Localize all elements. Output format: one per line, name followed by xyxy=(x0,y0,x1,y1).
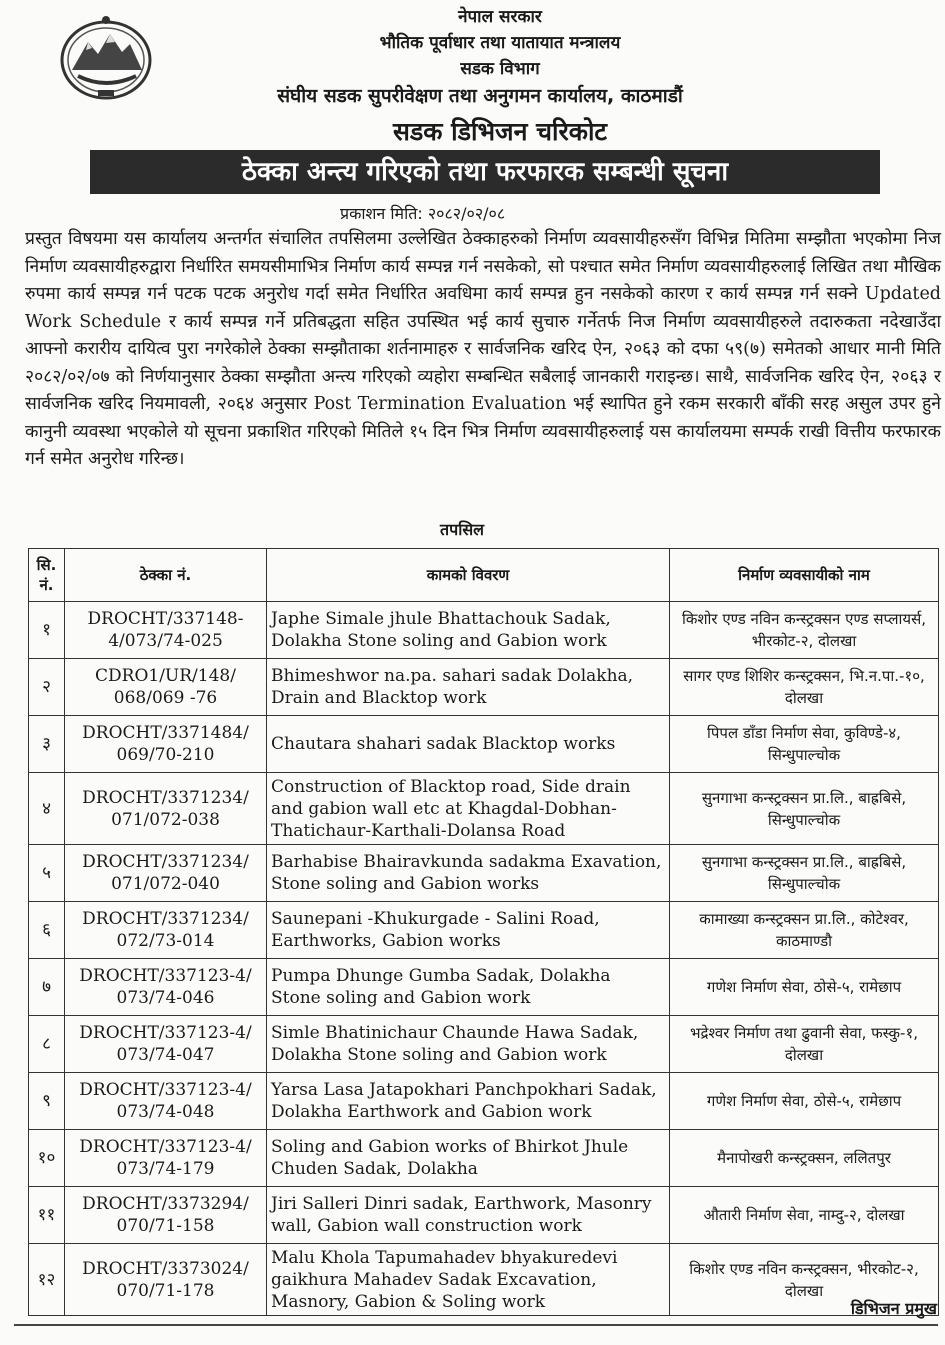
work-description: Yarsa Lasa Jatapokhari Panchpokhari Sadak, Dolakha Earthwork and Gabion work xyxy=(267,1073,670,1130)
serial-number: २ xyxy=(29,659,65,716)
header-government: नेपाल सरकार xyxy=(458,7,542,27)
contract-number: CDRO1/UR/148/ 068/069 -76 xyxy=(65,659,267,716)
serial-number: १० xyxy=(29,1130,65,1187)
contractor-name: गणेश निर्माण सेवा, ठोसे-५, रामेछाप xyxy=(670,1073,939,1130)
contract-number: DROCHT/3371234/ 071/072-038 xyxy=(65,773,267,845)
table-caption: तपसिल xyxy=(440,520,485,539)
notice-body-text: प्रस्तुत विषयमा यस कार्यालय अन्तर्गत संचालित तपसिलमा उल्लेखित ठेक्काहरुको निर्माण व्यवसायीहरुसँग विभिन्न मितिमा सम्झौता भएकोमा निज निर्माण व्यवसायीहरुद्वारा निर्धारित समयसीमाभित्र निर्माण कार्य सम्पन्न गर्न नसकेको, सो पश्चात समेत निर्माण व्यवसायीहरुलाई लिखित तथा मौखिक रुपमा कार्य सम्पन्न गर्न पटक पटक अनुरोध गर्दा समेत निर्धारित अवधिमा कार्य सम्पन्न हुन नसकेको कारण र कार्य सम्पन्न गर्न सक्ने Updated Work Schedule र कार्य सम्पन्न गर्ने प्रतिबद्धता सहित उपस्थित भई कार्य सुचारु गर्नेतर्फ निज निर्माण व्यवसायीहरुले तदारुकता नदेखाउँदा आफ्नो करारीय दायित्व पुरा नगरेकोले ठेक्का सम्झौताका शर्तनामाहरु र सार्वजनिक खरिद ऐन, २०६३ को दफा ५९(७) समेतको आधार मानी मिति २०८२/०२/०७ को निर्णयानुसार ठेक्का सम्झौता अन्त्य गरिएको व्यहोरा सम्बन्धित सबैलाई जानकारी गराइन्छ। साथै, सार्वजनिक खरिद ऐन, २०६३ र सार्वजनिक खरिद नियमावली, २०६४ अनुसार Post Termination Evaluation भई स्थापित हुने रकम सरकारी बाँकी सरह असुल उपर हुने कानुनी व्यवस्था भएकोले यो सूचना प्रकाशित गरिएको मितिले १५ दिन भित्र निर्माण व्यवसायीहरुलाई यस कार्यालयमा सम्पर्क राखी वित्तीय फरफारक गर्न समेत अनुरोध गरिन्छ। xyxy=(25,229,941,469)
table-row xyxy=(29,959,939,1016)
table-header-row xyxy=(29,549,939,602)
work-description: Jiri Salleri Dinri sadak, Earthwork, Masonry wall, Gabion wall construction work xyxy=(267,1187,670,1244)
table-row xyxy=(29,902,939,959)
header-serial: सि. नं. xyxy=(29,549,65,602)
header-ministry: भौतिक पूर्वाधार तथा यातायात मन्त्रालय xyxy=(379,33,621,53)
header-department: सडक विभाग xyxy=(460,59,540,79)
header-contractor: निर्माण व्यवसायीको नाम xyxy=(670,549,939,602)
contractor-name: भद्रेश्वर निर्माण तथा ढुवानी सेवा, फस्कु-१, दोलखा xyxy=(670,1016,939,1073)
contractor-name: किशोर एण्ड नविन कन्स्ट्रक्सन एण्ड सप्लायर्स, भीरकोट-२, दोलखा xyxy=(670,602,939,659)
header-office: संघीय सडक सुपरीवेक्षण तथा अनुगमन कार्यालय, काठमाडौं xyxy=(277,85,683,107)
serial-number: १ xyxy=(29,602,65,659)
contractor-name: सागर एण्ड शिशिर कन्स्ट्रक्सन, भि.न.पा.-१०, दोलखा xyxy=(670,659,939,716)
table-row xyxy=(29,845,939,902)
signature-division-chief: डिभिजन प्रमुख xyxy=(850,1299,937,1318)
notice-title-banner: ठेक्का अन्त्य गरिएको तथा फरफारक सम्बन्धी सूचना xyxy=(90,150,880,194)
work-description: Barhabise Bhairavkunda sadakma Exavation, Stone soling and Gabion works xyxy=(267,845,670,902)
contractor-name: पिपल डाँडा निर्माण सेवा, कुविण्डे-४, सिन्धुपाल्चोक xyxy=(670,716,939,773)
work-description: Simle Bhatinichaur Chaunde Hawa Sadak, Dolakha Stone soling and Gabion work xyxy=(267,1016,670,1073)
work-description: Saunepani -Khukurgade - Salini Road, Earthworks, Gabion works xyxy=(267,902,670,959)
work-description: Malu Khola Tapumahadev bhyakuredevi gaikhura Mahadev Sadak Excavation, Masnory, Gabion & Soling work xyxy=(267,1244,670,1316)
contract-number: DROCHT/337123-4/ 073/74-047 xyxy=(65,1016,267,1073)
work-description: Bhimeshwor na.pa. sahari sadak Dolakha, Drain and Blacktop work xyxy=(267,659,670,716)
table-row xyxy=(29,716,939,773)
table-row xyxy=(29,1130,939,1187)
table-row xyxy=(29,773,939,845)
work-description: Construction of Blacktop road, Side drain and gabion wall etc at Khagdal-Dobhan-Thatichaur-Karthali-Dolansa Road xyxy=(267,773,670,845)
contractor-name: किशोर एण्ड नविन कन्स्ट्रक्सन, भीरकोट-२, दोलखा xyxy=(670,1244,939,1316)
serial-number: ११ xyxy=(29,1187,65,1244)
publish-date: प्रकाशन मिति: २०८२/०२/०८ xyxy=(340,204,506,223)
serial-number: ८ xyxy=(29,1016,65,1073)
table-row xyxy=(29,1187,939,1244)
contract-number: DROCHT/3371484/ 069/70-210 xyxy=(65,716,267,773)
contractor-name: मैनापोखरी कन्स्ट्रक्सन, ललितपुर xyxy=(670,1130,939,1187)
header-contract-no: ठेक्का नं. xyxy=(65,549,267,602)
contract-number: DROCHT/337123-4/ 073/74-048 xyxy=(65,1073,267,1130)
work-description: Soling and Gabion works of Bhirkot Jhule Chuden Sadak, Dolakha xyxy=(267,1130,670,1187)
table-row xyxy=(29,659,939,716)
work-description: Japhe Simale jhule Bhattachouk Sadak, Dolakha Stone soling and Gabion work xyxy=(267,602,670,659)
work-description: Chautara shahari sadak Blacktop works xyxy=(267,716,670,773)
table-row xyxy=(29,1244,939,1316)
serial-number: ३ xyxy=(29,716,65,773)
header-description: कामको विवरण xyxy=(267,549,670,602)
contract-number: DROCHT/3373024/ 070/71-178 xyxy=(65,1244,267,1316)
contractor-name: सुनगाभा कन्स्ट्रक्सन प्रा.लि., बाह्रबिसे, सिन्धुपाल्चोक xyxy=(670,845,939,902)
contractor-name: कामाख्या कन्स्ट्रक्सन प्रा.लि., कोटेश्वर, काठमाण्डौ xyxy=(670,902,939,959)
table-row xyxy=(29,1016,939,1073)
contract-number: DROCHT/337123-4/ 073/74-179 xyxy=(65,1130,267,1187)
contractor-name: सुनगाभा कन्स्ट्रक्सन प्रा.लि., बाह्रबिसे, सिन्धुपाल्चोक xyxy=(670,773,939,845)
contract-number: DROCHT/3373294/ 070/71-158 xyxy=(65,1187,267,1244)
serial-number: १२ xyxy=(29,1244,65,1316)
contract-table xyxy=(28,548,939,1316)
contract-number: DROCHT/337148-4/073/74-025 xyxy=(65,602,267,659)
serial-number: ६ xyxy=(29,902,65,959)
contract-number: DROCHT/3371234/ 071/072-040 xyxy=(65,845,267,902)
contract-number: DROCHT/3371234/ 072/73-014 xyxy=(65,902,267,959)
serial-number: ५ xyxy=(29,845,65,902)
bottom-divider xyxy=(14,1324,938,1326)
serial-number: ७ xyxy=(29,959,65,1016)
contractor-name: गणेश निर्माण सेवा, ठोसे-५, रामेछाप xyxy=(670,959,939,1016)
contract-number: DROCHT/337123-4/ 073/74-046 xyxy=(65,959,267,1016)
work-description: Pumpa Dhunge Gumba Sadak, Dolakha Stone soling and Gabion work xyxy=(267,959,670,1016)
table-row xyxy=(29,1073,939,1130)
serial-number: ४ xyxy=(29,773,65,845)
contractor-name: औतारी निर्माण सेवा, नाम्दु-२, दोलखा xyxy=(670,1187,939,1244)
table-row xyxy=(29,602,939,659)
header-division: सडक डिभिजन चरिकोट xyxy=(392,117,608,146)
serial-number: ९ xyxy=(29,1073,65,1130)
